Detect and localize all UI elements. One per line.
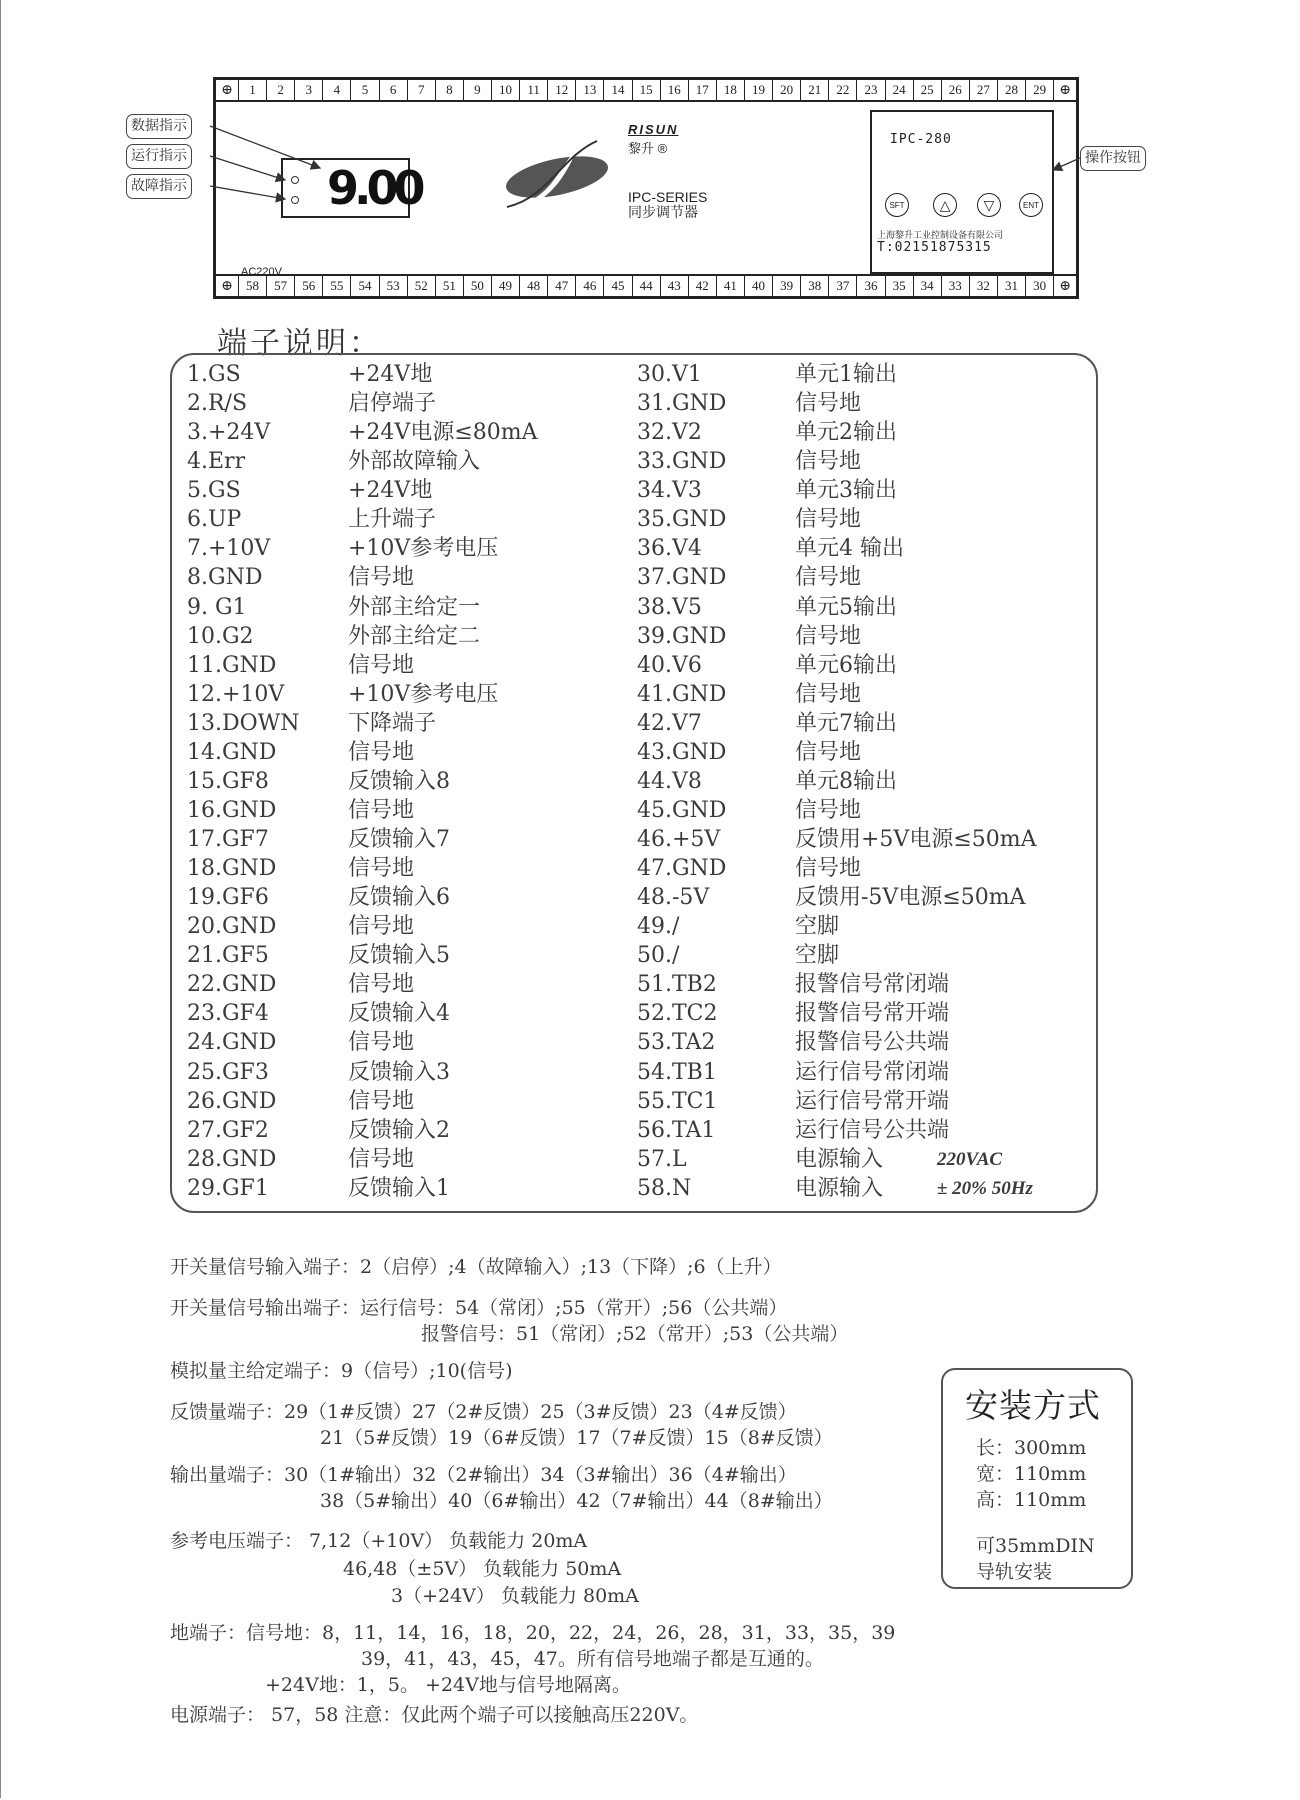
terminal-section-title: 端子说明： <box>217 326 382 361</box>
terminal-description: 信号地 <box>348 565 415 591</box>
terminal-description: 单元8输出 <box>795 768 897 794</box>
terminal-description: 反馈输入5 <box>348 943 450 969</box>
terminal-row <box>637 680 1097 709</box>
terminal-number: 23 <box>857 80 885 100</box>
terminal-row <box>187 854 607 883</box>
terminal-description: 信号地 <box>795 739 862 765</box>
up-button[interactable]: △ <box>933 193 957 217</box>
install-width: 宽：110mm <box>976 1463 1087 1485</box>
terminal-code: 30.V1 <box>637 362 702 387</box>
terminal-description: 启停端子 <box>348 391 437 417</box>
terminal-number: 42 <box>689 276 717 296</box>
note-output-1: 输出量端子：30（1#输出）32（2#输出）34（3#输出）36（4#输出） <box>170 1464 797 1486</box>
note-reference-2: 46,48（±5V） 负载能力 50mA <box>343 1558 622 1580</box>
terminal-number: 1 <box>239 80 267 100</box>
terminal-code: 54.TB1 <box>637 1059 717 1085</box>
terminal-description: 外部故障输入 <box>348 449 481 475</box>
terminal-column-left <box>187 360 607 1203</box>
terminal-code: 16.GND <box>187 797 277 823</box>
terminal-code: 22.GND <box>187 972 277 998</box>
terminal-description: +24V电源≤80mA <box>348 420 538 446</box>
terminal-screw-icon: ⊕ <box>1053 80 1076 100</box>
terminal-code: 56.TA1 <box>637 1117 716 1143</box>
terminal-number: 53 <box>380 276 408 296</box>
terminal-number: 40 <box>745 276 773 296</box>
terminal-number: 34 <box>914 276 942 296</box>
terminal-row <box>187 941 607 970</box>
terminal-code: 19.GF6 <box>187 885 269 911</box>
terminal-code: 51.TB2 <box>637 972 717 998</box>
terminal-code: 38.V5 <box>637 594 702 620</box>
terminal-description: 信号地 <box>795 391 862 417</box>
terminal-row <box>637 854 1097 883</box>
terminal-description: +24V地 <box>348 362 433 387</box>
terminal-number: 38 <box>801 276 829 296</box>
note-reference-1: 参考电压端子： 7,12（+10V） 负载能力 20mA <box>170 1530 588 1552</box>
terminal-row <box>187 447 607 476</box>
terminal-number: 24 <box>886 80 914 100</box>
terminal-description: 电源输入 <box>795 1175 884 1201</box>
callout-operation-buttons: 操作按钮 <box>1080 146 1146 171</box>
note-feedback-2: 21（5#反馈）19（6#反馈）17（7#反馈）15（8#反馈） <box>320 1427 833 1449</box>
terminal-number: 32 <box>970 276 998 296</box>
terminal-row <box>637 912 1097 941</box>
terminal-row <box>187 709 607 738</box>
terminal-row <box>637 1145 1097 1174</box>
terminal-row <box>187 476 607 505</box>
terminal-description: 反馈输入2 <box>348 1117 450 1143</box>
terminal-number: 30 <box>1033 278 1047 293</box>
terminal-description: 上升端子 <box>348 507 437 533</box>
terminal-description: 单元3输出 <box>795 478 897 504</box>
terminal-number: 27 <box>970 80 998 100</box>
terminal-description: 外部主给定一 <box>348 594 481 620</box>
terminal-code: 37.GND <box>637 565 727 591</box>
terminal-description: 运行信号常闭端 <box>795 1059 950 1085</box>
terminal-row <box>637 970 1097 999</box>
terminal-description: 信号地 <box>348 1088 415 1114</box>
terminal-row <box>637 389 1097 418</box>
terminal-row <box>187 389 607 418</box>
terminal-number: 9 <box>464 80 492 100</box>
terminal-code: 24.GND <box>187 1030 277 1056</box>
terminal-description: 信号地 <box>795 565 862 591</box>
terminal-description: 报警信号公共端 <box>795 1030 950 1056</box>
install-rail-2: 导轨安装 <box>976 1561 1053 1583</box>
terminal-row <box>187 505 607 534</box>
terminal-code: 12.+10V <box>187 681 285 707</box>
terminal-code: 4.Err <box>187 449 246 475</box>
terminal-description: 空脚 <box>795 914 840 940</box>
terminal-description: 反馈输入8 <box>348 768 450 794</box>
terminal-description: 信号地 <box>795 623 862 649</box>
terminal-code: 21.GF5 <box>187 943 269 969</box>
terminal-number: 2 <box>267 80 295 100</box>
terminal-description: 信号地 <box>348 797 415 823</box>
display-value: 9.00 <box>327 161 421 215</box>
terminal-description: 信号地 <box>348 652 415 678</box>
terminal-number: 17 <box>689 80 717 100</box>
terminal-code: 29.GF1 <box>187 1175 269 1201</box>
terminal-description: 电源输入 <box>795 1146 884 1172</box>
callout-data-indicator: 数据指示 <box>126 114 192 139</box>
terminal-description: 单元5输出 <box>795 594 897 620</box>
terminal-code: 36.V4 <box>637 536 702 562</box>
terminal-code: 55.TC1 <box>637 1088 718 1114</box>
terminal-screw-icon: ⊕ <box>216 276 239 296</box>
ac220v-label: AC220V <box>241 266 282 278</box>
install-height: 高：110mm <box>976 1489 1087 1511</box>
terminal-description: 单元2输出 <box>795 420 897 446</box>
terminal-number: 44 <box>633 276 661 296</box>
terminal-description: +24V地 <box>348 478 433 504</box>
terminal-number: 48 <box>520 276 548 296</box>
terminal-row <box>637 622 1097 651</box>
company-name: 上海黎升工业控制设备有限公司 <box>877 231 1004 241</box>
terminal-description: 信号地 <box>795 507 862 533</box>
terminal-description: 反馈用+5V电源≤50mA <box>795 827 1037 852</box>
terminal-description: 信号地 <box>795 449 862 475</box>
terminal-row <box>637 360 1097 389</box>
terminal-description: 信号地 <box>348 856 415 882</box>
terminal-code: 13.DOWN <box>187 710 300 736</box>
terminal-row <box>637 767 1097 796</box>
terminal-number: 26 <box>942 80 970 100</box>
terminal-row <box>637 1028 1097 1057</box>
terminal-number: 5 <box>351 80 379 100</box>
terminal-row <box>187 1116 607 1145</box>
sft-button[interactable]: SFT <box>885 193 909 217</box>
terminal-number: 54 <box>351 276 379 296</box>
terminal-code: 11.GND <box>187 652 277 678</box>
terminal-row <box>637 476 1097 505</box>
model-label: IPC-280 <box>890 132 952 147</box>
terminal-description: 信号地 <box>795 797 862 823</box>
note-output-2: 38（5#输出）40（6#输出）42（7#输出）44（8#输出） <box>320 1490 833 1512</box>
terminal-row <box>637 1087 1097 1116</box>
terminal-row <box>637 709 1097 738</box>
terminal-code: 35.GND <box>637 507 727 533</box>
terminal-code: 46.+5V <box>637 827 721 852</box>
terminal-number: 50 <box>464 276 492 296</box>
terminal-code: 28.GND <box>187 1146 277 1172</box>
terminal-row <box>637 1116 1097 1145</box>
terminal-description: 信号地 <box>348 1146 415 1172</box>
terminal-description: 下降端子 <box>348 710 437 736</box>
terminal-row <box>187 651 607 680</box>
terminal-number: 13 <box>576 80 604 100</box>
terminal-code: 1.GS <box>187 362 241 387</box>
terminal-number: 51 <box>436 276 464 296</box>
terminal-description: 空脚 <box>795 943 840 969</box>
note-switch-input: 开关量信号输入端子：2（启停）;4（故障输入）;13（下降）;6（上升） <box>170 1256 782 1278</box>
terminal-code: 40.V6 <box>637 652 702 678</box>
terminal-description: 报警信号常闭端 <box>795 972 950 998</box>
terminal-row <box>637 999 1097 1028</box>
terminal-code: 15.GF8 <box>187 768 269 794</box>
terminal-row <box>187 622 607 651</box>
terminal-code: 32.V2 <box>637 420 702 446</box>
terminal-row <box>187 1028 607 1057</box>
terminal-code: 17.GF7 <box>187 827 269 852</box>
terminal-description: 信号地 <box>348 972 415 998</box>
terminal-row <box>187 970 607 999</box>
callout-arrows <box>0 0 1300 320</box>
series-en: IPC-SERIES <box>628 189 708 205</box>
terminal-number: 35 <box>886 276 914 296</box>
terminal-code: 33.GND <box>637 449 727 475</box>
terminal-screw-icon: ⊕ <box>1053 276 1076 296</box>
note-ground-3: +24V地：1，5。 +24V地与信号地隔离。 <box>265 1674 631 1696</box>
terminal-code: 25.GF3 <box>187 1059 269 1085</box>
terminal-code: 10.G2 <box>187 623 254 649</box>
terminal-description: 反馈用-5V电源≤50mA <box>795 885 1026 911</box>
terminal-number: 43 <box>661 276 689 296</box>
terminal-row <box>637 825 1097 854</box>
terminal-description: 反馈输入7 <box>348 827 450 852</box>
terminal-number: 45 <box>604 276 632 296</box>
terminal-row <box>187 738 607 767</box>
terminal-code: 27.GF2 <box>187 1117 269 1143</box>
terminal-description: 运行信号公共端 <box>795 1117 950 1143</box>
terminal-code: 39.GND <box>637 623 727 649</box>
terminal-code: 50./ <box>637 943 680 969</box>
terminal-row <box>187 360 607 389</box>
terminal-description: 单元6输出 <box>795 652 897 678</box>
brand-en: RISUN <box>628 122 679 137</box>
terminal-code: 52.TC2 <box>637 1001 718 1027</box>
terminal-description: 外部主给定二 <box>348 623 481 649</box>
terminal-description: 信号地 <box>348 739 415 765</box>
terminal-number: 29 <box>1033 82 1047 97</box>
terminal-code: 57.L <box>637 1146 687 1172</box>
terminal-number: 31 <box>998 276 1026 296</box>
note-ground-1: 地端子：信号地：8，11，14，16，18，20，22，24，26，28，31，33，35，39 <box>170 1622 896 1644</box>
terminal-code: 49./ <box>637 914 680 940</box>
terminal-description: 信号地 <box>348 1030 415 1056</box>
terminal-number: 12 <box>548 80 576 100</box>
terminal-code: 48.-5V <box>637 885 710 911</box>
terminal-description: 单元4 输出 <box>795 536 904 562</box>
brand-cn: 黎升 <box>628 141 655 156</box>
terminal-number: 11 <box>520 80 548 100</box>
registered-mark: ® <box>657 141 668 156</box>
telephone: T:02151875315 <box>877 240 992 255</box>
note-switch-output-run: 开关量信号输出端子：运行信号：54（常闭）;55（常开）;56（公共端） <box>170 1297 788 1319</box>
terminal-number: 49 <box>492 276 520 296</box>
terminal-number: 14 <box>604 80 632 100</box>
terminal-row <box>187 825 607 854</box>
install-length: 长：300mm <box>976 1437 1087 1459</box>
terminal-row <box>187 1174 607 1203</box>
terminal-row <box>187 883 607 912</box>
terminal-description: 反馈输入1 <box>348 1175 450 1201</box>
terminal-row <box>187 796 607 825</box>
terminal-row <box>637 447 1097 476</box>
terminal-row <box>187 563 607 592</box>
callout-run-indicator: 运行指示 <box>126 144 192 169</box>
terminal-number: 22 <box>829 80 857 100</box>
terminal-description: 单元7输出 <box>795 710 897 736</box>
terminal-description: +10V参考电压 <box>348 536 499 562</box>
terminal-code: 23.GF4 <box>187 1001 269 1027</box>
terminal-number: 47 <box>548 276 576 296</box>
terminal-code: 6.UP <box>187 507 242 533</box>
terminal-code: 2.R/S <box>187 391 248 417</box>
terminal-row <box>187 418 607 447</box>
terminal-code: 47.GND <box>637 856 727 882</box>
terminal-row <box>637 418 1097 447</box>
terminal-description: 反馈输入6 <box>348 885 450 911</box>
terminal-row <box>637 505 1097 534</box>
terminal-code: 9. G1 <box>187 594 247 620</box>
terminal-row <box>637 651 1097 680</box>
terminal-number: 19 <box>745 80 773 100</box>
terminal-row <box>187 680 607 709</box>
terminal-code: 58.N <box>637 1175 692 1201</box>
terminal-description: 单元1输出 <box>795 362 897 387</box>
terminal-number: 56 <box>295 276 323 296</box>
terminal-number: 4 <box>323 80 351 100</box>
terminal-description: 信号地 <box>348 914 415 940</box>
terminal-number: 33 <box>942 276 970 296</box>
terminal-number: 36 <box>857 276 885 296</box>
terminal-code: 8.GND <box>187 565 263 591</box>
terminal-row <box>187 593 607 622</box>
terminal-code: 45.GND <box>637 797 727 823</box>
terminal-description: 反馈输入3 <box>348 1059 450 1085</box>
terminal-number: 8 <box>436 80 464 100</box>
terminal-code: 43.GND <box>637 739 727 765</box>
terminal-description: 信号地 <box>795 681 862 707</box>
terminal-row <box>187 1058 607 1087</box>
terminal-code: 14.GND <box>187 739 277 765</box>
terminal-number: 3 <box>295 80 323 100</box>
terminal-number: 15 <box>633 80 661 100</box>
installation-box <box>941 1368 1133 1589</box>
terminal-row <box>637 1174 1097 1203</box>
note-power: 电源端子： 57，58 注意：仅此两个端子可以接触高压220V。 <box>170 1704 699 1726</box>
terminal-row <box>187 999 607 1028</box>
terminal-row <box>187 1145 607 1174</box>
terminal-screw-icon: ⊕ <box>216 80 239 100</box>
terminal-number: 20 <box>773 80 801 100</box>
power-spec: ± 20% 50Hz <box>937 1177 1033 1199</box>
terminal-row <box>187 1087 607 1116</box>
note-ground-2: 39，41，43，45，47。所有信号地端子都是互通的。 <box>361 1648 824 1670</box>
terminal-number: 37 <box>829 276 857 296</box>
terminal-number: 16 <box>661 80 689 100</box>
installation-title: 安装方式 <box>965 1386 1101 1425</box>
terminal-row <box>637 796 1097 825</box>
terminal-code: 34.V3 <box>637 478 702 504</box>
terminal-row <box>187 767 607 796</box>
note-reference-3: 3（+24V） 负载能力 80mA <box>391 1585 639 1607</box>
terminal-number: 6 <box>380 80 408 100</box>
terminal-row <box>637 738 1097 767</box>
terminal-number: 28 <box>998 80 1026 100</box>
terminal-row <box>637 534 1097 563</box>
terminal-code: 44.V8 <box>637 768 702 794</box>
terminal-column-right <box>637 360 1097 1203</box>
terminal-code: 31.GND <box>637 391 727 417</box>
terminal-row <box>637 593 1097 622</box>
terminal-code: 53.TA2 <box>637 1030 716 1056</box>
terminal-row <box>637 941 1097 970</box>
terminal-description: +10V参考电压 <box>348 681 499 707</box>
terminal-row <box>637 1058 1097 1087</box>
terminal-code: 5.GS <box>187 478 241 504</box>
terminal-description: 报警信号常开端 <box>795 1001 950 1027</box>
down-button[interactable]: ▽ <box>977 193 1001 217</box>
terminal-number: 52 <box>408 276 436 296</box>
terminal-number: 7 <box>408 80 436 100</box>
terminal-number: 25 <box>914 80 942 100</box>
terminal-number: 18 <box>717 80 745 100</box>
terminal-number: 41 <box>717 276 745 296</box>
terminal-code: 26.GND <box>187 1088 277 1114</box>
terminal-code: 7.+10V <box>187 536 271 562</box>
terminal-row <box>637 883 1097 912</box>
terminal-number: 21 <box>801 80 829 100</box>
power-spec: 220VAC <box>937 1148 1003 1170</box>
terminal-number: 55 <box>323 276 351 296</box>
note-feedback-1: 反馈量端子：29（1#反馈）27（2#反馈）25（3#反馈）23（4#反馈） <box>170 1401 797 1423</box>
terminal-number: 57 <box>267 276 295 296</box>
series-cn: 同步调节器 <box>628 204 698 220</box>
terminal-code: 42.V7 <box>637 710 702 736</box>
terminal-code: 3.+24V <box>187 420 271 446</box>
ent-button[interactable]: ENT <box>1019 193 1043 217</box>
terminal-code: 18.GND <box>187 856 277 882</box>
note-analog: 模拟量主给定端子：9（信号）;10(信号) <box>170 1360 513 1382</box>
install-rail-1: 可35mmDIN <box>976 1535 1095 1557</box>
terminal-row <box>637 563 1097 592</box>
terminal-description: 信号地 <box>795 856 862 882</box>
terminal-number: 46 <box>576 276 604 296</box>
terminal-number: 10 <box>492 80 520 100</box>
terminal-number: 39 <box>773 276 801 296</box>
terminal-code: 41.GND <box>637 681 727 707</box>
terminal-code: 20.GND <box>187 914 277 940</box>
callout-fault-indicator: 故障指示 <box>126 174 192 199</box>
terminal-description: 反馈输入4 <box>348 1001 450 1027</box>
terminal-row <box>187 534 607 563</box>
terminal-number: 58 <box>239 276 267 296</box>
terminal-row <box>187 912 607 941</box>
note-switch-output-alarm: 报警信号：51（常闭）;52（常开）;53（公共端） <box>421 1323 849 1345</box>
terminal-description: 运行信号常开端 <box>795 1088 950 1114</box>
